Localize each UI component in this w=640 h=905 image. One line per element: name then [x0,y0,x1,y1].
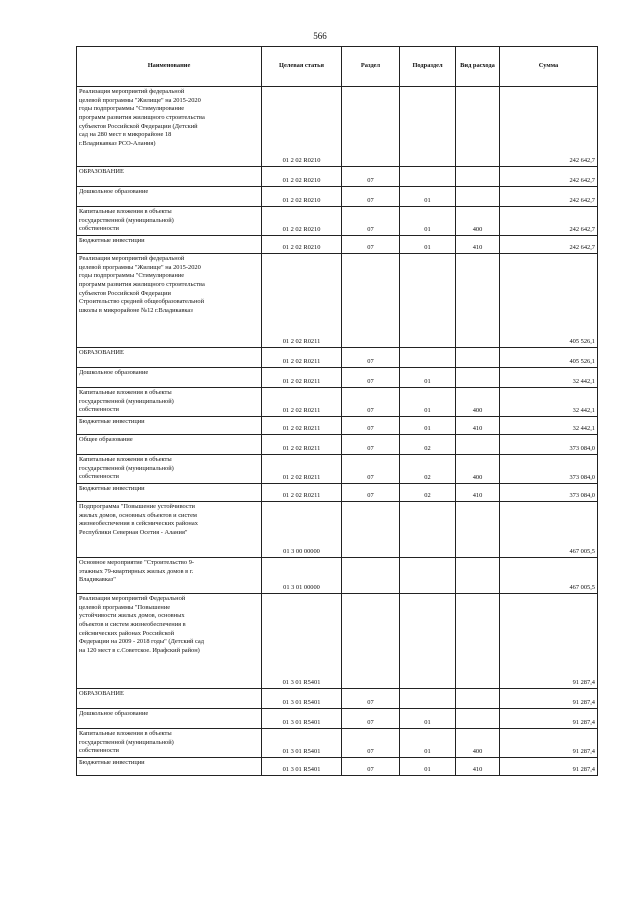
cell-section: 07 [342,709,400,729]
cell-code: 01 2 02 R0211 [262,455,342,484]
cell-section: 07 [342,484,400,502]
cell-sum: 373 084,0 [500,484,598,502]
cell-subsection: 02 [400,435,456,455]
cell-section [342,502,400,558]
cell-sum: 91 287,4 [500,594,598,689]
cell-section: 07 [342,417,400,435]
cell-section [342,87,400,167]
cell-exptype [456,254,500,348]
cell-subsection [400,594,456,689]
cell-sum: 467 005,5 [500,502,598,558]
cell-exptype [456,558,500,594]
cell-name: ОБРАЗОВАНИЕ [77,348,262,368]
cell-code: 01 3 01 R5401 [262,709,342,729]
table-row [77,455,598,484]
cell-sum: 405 526,1 [500,254,598,348]
cell-subsection: 01 [400,368,456,388]
header-exptype: Вид расхода [456,47,500,87]
table-row [77,167,598,187]
cell-code: 01 2 02 R0211 [262,435,342,455]
cell-subsection [400,87,456,167]
cell-section: 07 [342,435,400,455]
table-row [77,388,598,417]
cell-section: 07 [342,758,400,776]
cell-sum: 467 005,5 [500,558,598,594]
cell-code: 01 3 01 R5401 [262,729,342,758]
table-row [77,502,598,558]
cell-sum: 91 287,4 [500,758,598,776]
cell-exptype: 400 [456,729,500,758]
cell-code: 01 2 02 R0211 [262,484,342,502]
budget-table [76,46,598,776]
cell-exptype: 410 [456,236,500,254]
cell-name: Дошкольное образование [77,368,262,388]
cell-exptype [456,594,500,689]
cell-sum: 373 084,0 [500,435,598,455]
cell-exptype: 400 [456,207,500,236]
table-row [77,594,598,689]
cell-sum: 242 642,7 [500,187,598,207]
cell-code: 01 2 02 R0210 [262,207,342,236]
table-row [77,689,598,709]
table-row [77,254,598,348]
table-row [77,729,598,758]
cell-section: 07 [342,167,400,187]
cell-name: Бюджетные инвестиции [77,417,262,435]
cell-exptype [456,87,500,167]
cell-section: 07 [342,388,400,417]
cell-code: 01 2 02 R0211 [262,254,342,348]
cell-name: Реализация мероприятий федеральной целевой программы "Жилище" на 2015-2020 годы подпрограммы "Стимулирование программ развития жилищного строительства субъектов Российской Федерации Строительство средней общеобразовательной школы в микрорайоне №12 г.Владикавказ [77,254,262,348]
cell-section: 07 [342,187,400,207]
cell-code: 01 3 01 00000 [262,558,342,594]
cell-section: 07 [342,348,400,368]
cell-subsection [400,254,456,348]
cell-name: Капитальные вложения в объекты государственной (муниципальной) собственности [77,388,262,417]
cell-section [342,594,400,689]
table-header [77,47,598,87]
cell-name: Бюджетные инвестиции [77,758,262,776]
cell-exptype [456,502,500,558]
table-row [77,348,598,368]
cell-exptype [456,348,500,368]
cell-subsection: 01 [400,236,456,254]
cell-code: 01 3 01 R5401 [262,594,342,689]
table-row [77,435,598,455]
cell-name: ОБРАЗОВАНИЕ [77,167,262,187]
cell-exptype [456,435,500,455]
cell-exptype: 410 [456,484,500,502]
cell-code: 01 2 02 R0210 [262,87,342,167]
cell-name: Дошкольное образование [77,187,262,207]
cell-exptype: 400 [456,388,500,417]
cell-exptype [456,167,500,187]
table-row [77,207,598,236]
cell-exptype [456,689,500,709]
cell-subsection: 02 [400,484,456,502]
cell-name: Капитальные вложения в объекты государственной (муниципальной) собственности [77,207,262,236]
cell-code: 01 2 02 R0210 [262,187,342,207]
cell-name: Капитальные вложения в объекты государственной (муниципальной) собственности [77,729,262,758]
header-name: Наименование [77,47,262,87]
cell-subsection: 01 [400,729,456,758]
cell-name: Общее образование [77,435,262,455]
cell-sum: 32 442,1 [500,368,598,388]
cell-subsection: 01 [400,758,456,776]
header-section: Раздел [342,47,400,87]
table-row [77,709,598,729]
cell-sum: 32 442,1 [500,388,598,417]
cell-subsection [400,348,456,368]
header-subsection: Подраздел [400,47,456,87]
cell-sum: 242 642,7 [500,236,598,254]
cell-sum: 91 287,4 [500,729,598,758]
cell-name: Реализация мероприятий Федеральной целевой программы "Повышение устойчивости жилых домов, основных объектов и систем жизнеобеспечения в сейсмических районах Российской Федерации на 2009 - 2018 годы" (Детский сад на 120 мест в с.Советское. Ирафский район) [77,594,262,689]
cell-name: Реализация мероприятий федеральной целевой программы "Жилище" на 2015-2020 годы подпрограммы "Стимулирование программ развития жилищного строительства субъектов Российской Федерации (Детский сад на 280 мест в микрорайоне 18 г.Владикавказ РСО-Алания) [77,87,262,167]
cell-sum: 405 526,1 [500,348,598,368]
cell-subsection [400,502,456,558]
cell-section: 07 [342,368,400,388]
cell-exptype: 400 [456,455,500,484]
cell-name: Подпрограмма "Повышение устойчивости жилых домов, основных объектов и систем жизнеобеспечения в сейсмических районах Республики Северная Осетия - Алания" [77,502,262,558]
cell-subsection: 02 [400,455,456,484]
cell-subsection: 01 [400,709,456,729]
header-sum: Сумма [500,47,598,87]
cell-name: ОБРАЗОВАНИЕ [77,689,262,709]
cell-subsection [400,167,456,187]
cell-name: Капитальные вложения в объекты государственной (муниципальной) собственности [77,455,262,484]
cell-name: Дошкольное образование [77,709,262,729]
cell-code: 01 2 02 R0210 [262,167,342,187]
cell-exptype: 410 [456,417,500,435]
cell-code: 01 2 02 R0211 [262,348,342,368]
cell-sum: 91 287,4 [500,709,598,729]
cell-subsection [400,558,456,594]
cell-code: 01 3 01 R5401 [262,689,342,709]
cell-section: 07 [342,236,400,254]
table-row [77,758,598,776]
table-row [77,484,598,502]
cell-code: 01 3 01 R5401 [262,758,342,776]
cell-name: Основное мероприятие "Строительство 9- этажных 79-квартирных жилых домов в г. Владикавказ" [77,558,262,594]
cell-exptype [456,368,500,388]
cell-sum: 242 642,7 [500,167,598,187]
cell-code: 01 3 00 00000 [262,502,342,558]
cell-subsection: 01 [400,207,456,236]
table-body [77,87,598,776]
cell-section [342,254,400,348]
cell-sum: 373 084,0 [500,455,598,484]
cell-section: 07 [342,689,400,709]
cell-section [342,558,400,594]
table-row [77,558,598,594]
cell-subsection: 01 [400,417,456,435]
cell-code: 01 2 02 R0211 [262,368,342,388]
cell-section: 07 [342,207,400,236]
cell-section: 07 [342,455,400,484]
table-row [77,87,598,167]
cell-name: Бюджетные инвестиции [77,484,262,502]
table-row [77,236,598,254]
table-row [77,187,598,207]
cell-exptype [456,187,500,207]
cell-name: Бюджетные инвестиции [77,236,262,254]
cell-subsection: 01 [400,388,456,417]
cell-exptype: 410 [456,758,500,776]
cell-code: 01 2 02 R0211 [262,388,342,417]
cell-sum: 32 442,1 [500,417,598,435]
table-row [77,368,598,388]
cell-section: 07 [342,729,400,758]
cell-sum: 242 642,7 [500,87,598,167]
cell-sum: 242 642,7 [500,207,598,236]
cell-code: 01 2 02 R0211 [262,417,342,435]
header-code: Целевая статья [262,47,342,87]
table-row [77,417,598,435]
cell-sum: 91 287,4 [500,689,598,709]
cell-code: 01 2 02 R0210 [262,236,342,254]
cell-subsection: 01 [400,187,456,207]
cell-exptype [456,709,500,729]
cell-subsection [400,689,456,709]
page-number: 566 [313,31,327,41]
